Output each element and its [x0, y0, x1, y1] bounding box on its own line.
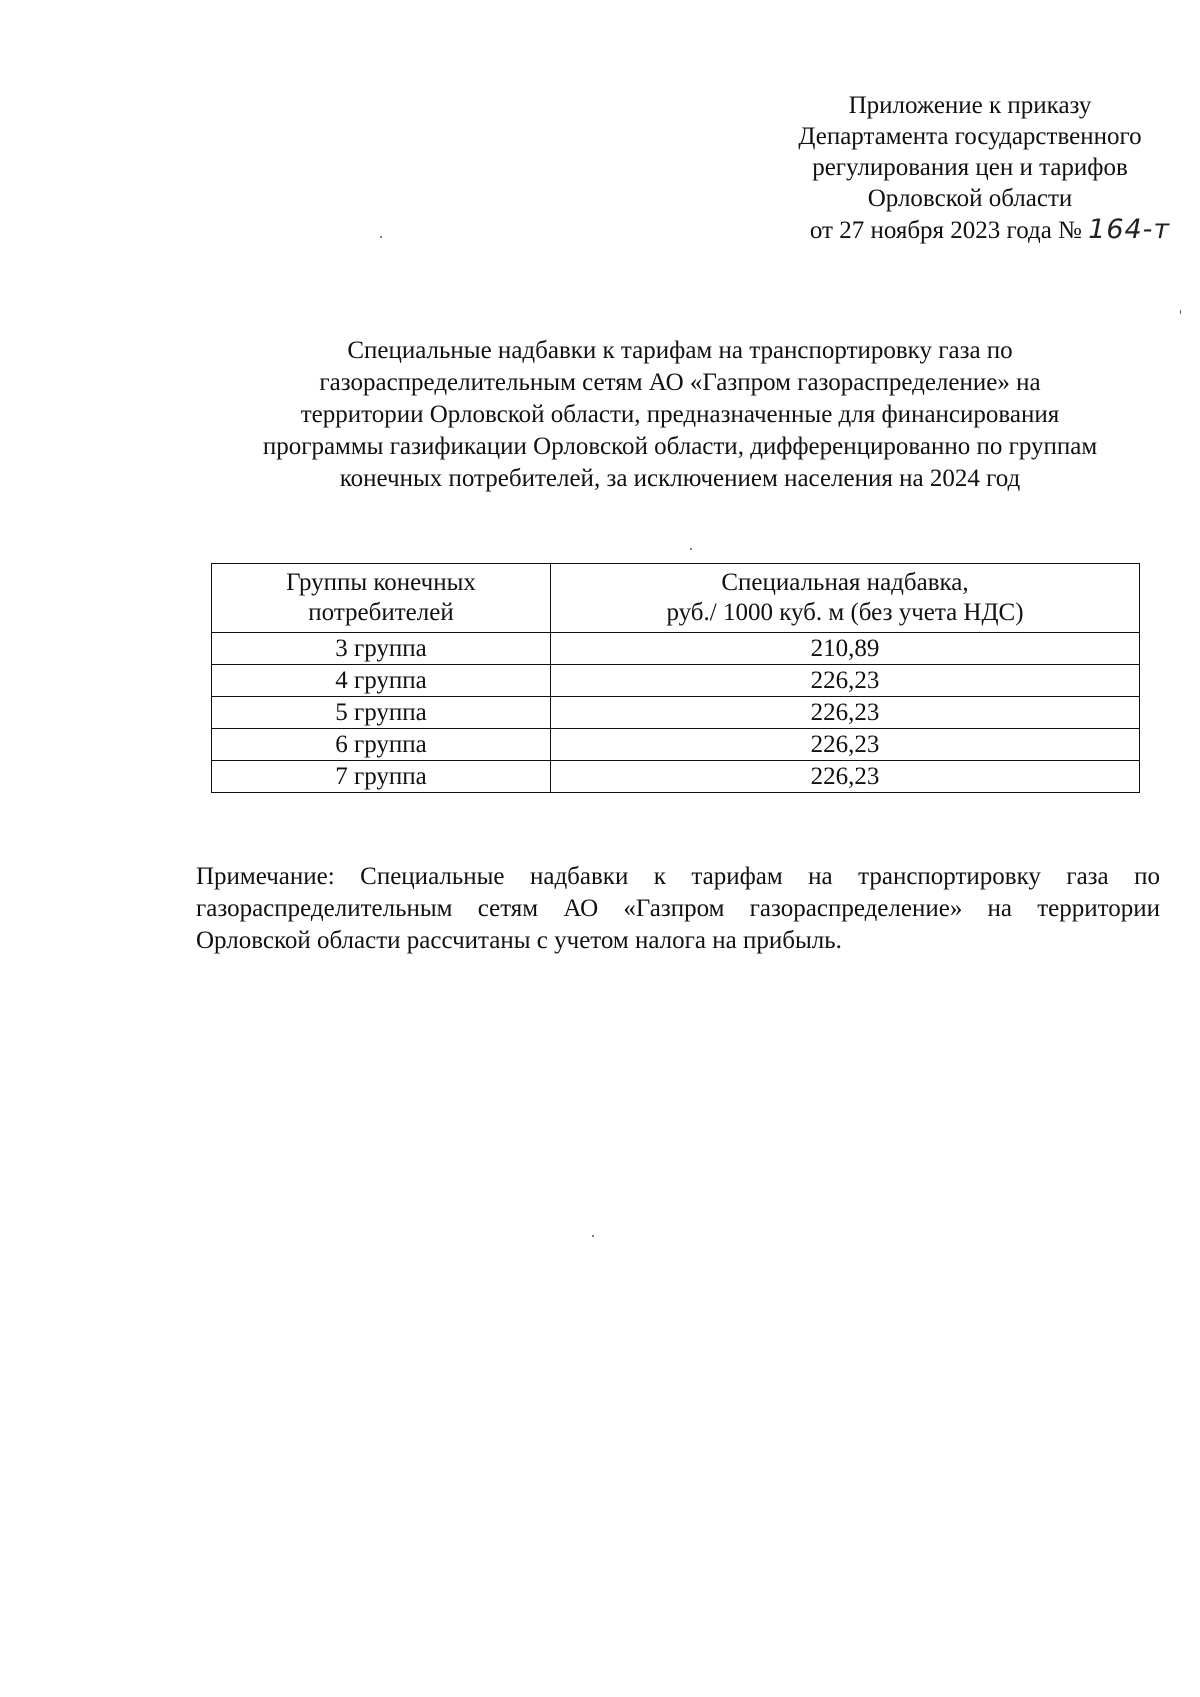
group-cell: 5 группа: [212, 697, 551, 729]
table-row: [212, 729, 1140, 761]
scan-speck: [690, 548, 692, 550]
surcharge-cell: 226,23: [551, 729, 1140, 761]
surcharge-cell: 226,23: [551, 697, 1140, 729]
group-cell: 7 группа: [212, 761, 551, 793]
column-header-groups: [212, 564, 551, 633]
header-line-3: регулирования цен и тарифов: [812, 154, 1128, 181]
header-line-4: Орловской области: [867, 185, 1073, 212]
title-line-1: Специальные надбавки к тарифам на транспортировку газа по: [347, 337, 1013, 364]
column-header-groups-line1: Группы конечных: [286, 569, 476, 596]
note-paragraph: Примечание: Специальные надбавки к тарифам на транспортировку газа по газораспределительным сетям АО «Газпром газораспределение» на территории Орловской области рассчитаны с учетом налога на прибыль.: [196, 863, 1160, 954]
scan-speck: [1180, 310, 1181, 314]
header-line-2: Департамента государственного: [798, 123, 1142, 150]
column-header-surcharge-line2: руб./ 1000 куб. м (без учета НДС): [666, 599, 1024, 626]
surcharge-cell: 210,89: [551, 633, 1140, 665]
group-cell: 3 группа: [212, 633, 551, 665]
group-cell: 4 группа: [212, 665, 551, 697]
tariff-table: [211, 563, 1140, 793]
header-date-line: [780, 214, 1200, 246]
title-line-4: программы газификации Орловской области, дифференцированно по группам: [262, 433, 1098, 460]
header-line-1: Приложение к приказу: [848, 92, 1092, 119]
column-header-groups-line2: потребителей: [308, 599, 454, 626]
table-row: [212, 633, 1140, 665]
table-row: [212, 697, 1140, 729]
surcharge-cell: 226,23: [551, 665, 1140, 697]
surcharge-cell: 226,23: [551, 761, 1140, 793]
title-line-2: газораспределительным сетям АО «Газпром газораспределение» на: [319, 369, 1041, 396]
document-title: [190, 335, 1170, 495]
appendix-header: [760, 90, 1180, 246]
scan-speck: [380, 236, 382, 238]
group-cell: 6 группа: [212, 729, 551, 761]
handwritten-order-number: 164-т: [1088, 214, 1171, 245]
title-line-3: территории Орловской области, предназначенные для финансирования: [300, 401, 1060, 428]
table-row: [212, 665, 1140, 697]
column-header-surcharge-line1: Специальная надбавка,: [721, 569, 969, 596]
column-header-surcharge: [551, 564, 1140, 633]
title-line-5: конечных потребителей, за исключением населения на 2024 год: [339, 465, 1021, 492]
table-row: [212, 761, 1140, 793]
order-date: от 27 ноября 2023 года №: [809, 217, 1082, 244]
table-header-row: [212, 564, 1140, 633]
scan-speck: [592, 1235, 594, 1237]
